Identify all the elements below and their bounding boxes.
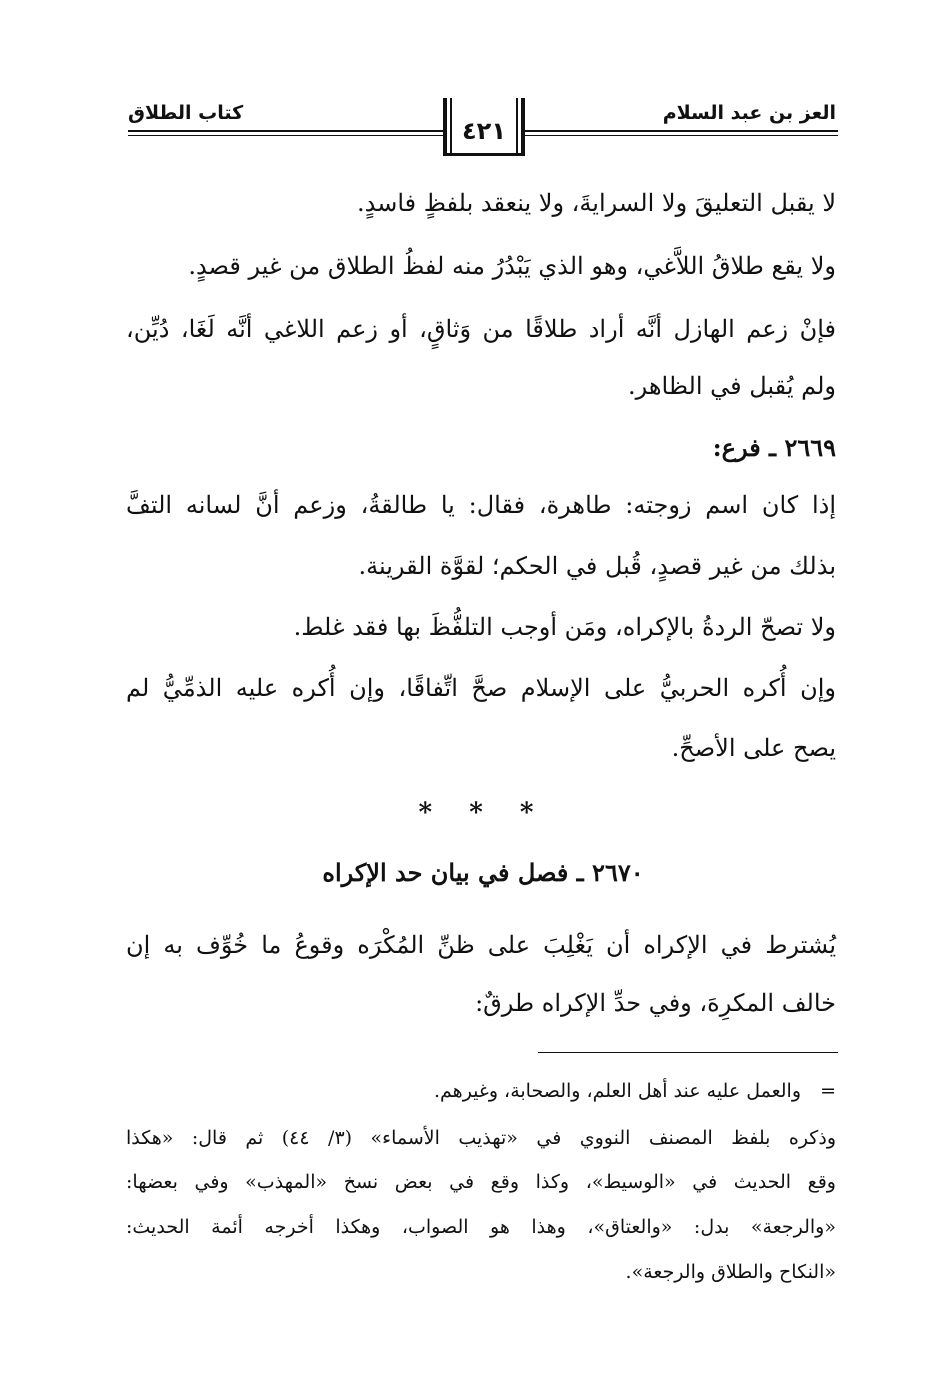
footnote-line: «النكاح والطلاق والرجعة». [625, 1261, 836, 1283]
footnote-line: وذكره بلفظ المصنف النووي في «تهذيب الأسماء» (٣/ ٤٤) ثم قال: «هكذا [126, 1127, 836, 1149]
page-number: ٤٢١ [462, 117, 506, 145]
section-heading: ٢٦٧٠ ـ فصل في بيان حد الإكراه [322, 858, 644, 887]
footnote-line: وقع الحديث في «الوسيط»، وكذا وقع في بعض نسخ «المهذب» وفي بعضها: [126, 1171, 836, 1193]
body-line: إذا كان اسم زوجته: طاهرة، فقال: يا طالقةُ، وزعم أنَّ لسانه التفَّ [126, 491, 837, 519]
body-line: فإنْ زعم الهازل أنَّه أراد طلاقًا من وَثاقٍ، أو زعم اللاغي أنَّه لَغَا، دُيِّن، [126, 315, 836, 343]
page-number-frame [443, 98, 525, 156]
body-line: وإن أُكره الحربيُّ على الإسلام صحَّ اتِّفاقًا، وإن أُكره عليه الذمِّيُّ لم [126, 674, 836, 702]
footnote-line: «والرجعة» بدل: «والعتاق»، وهذا هو الصواب، وهكذا أخرجه أئمة الحديث: [126, 1216, 836, 1238]
body-line: يصح على الأصحِّ. [671, 734, 836, 762]
running-header-book-title: كتاب الطلاق [128, 102, 244, 124]
body-line: خالف المكرِهَ، وفي حدِّ الإكراه طرقٌ: [475, 989, 836, 1017]
footnote-rule [538, 1052, 838, 1053]
body-line: ولم يُقبل في الظاهر. [628, 372, 836, 400]
body-line: يُشترط في الإكراه أن يَغْلِبَ على ظنِّ المُكْرَه وقوعُ ما خُوِّف به إن [126, 931, 836, 959]
running-header-author: العز بن عبد السلام [662, 102, 836, 124]
subsection-heading: ٢٦٦٩ ـ فرع: [712, 433, 836, 462]
body-line: لا يقبل التعليقَ ولا السرايةَ، ولا ينعقد بلفظٍ فاسدٍ. [356, 189, 836, 217]
body-line: ولا تصحّ الردةُ بالإكراه، ومَن أوجب التلفُّظَ بها فقد غلط. [293, 613, 836, 641]
footnote-line: والعمل عليه عند أهل العلم، والصحابة، وغيرهم. [433, 1080, 801, 1102]
body-line: ولا يقع طلاقُ اللاَّغي، وهو الذي يَبْدُرُ منه لفظُ الطلاق من غير قصدٍ. [188, 252, 836, 280]
footnote-continuation-mark: = [820, 1080, 836, 1102]
body-line: بذلك من غير قصدٍ، قُبل في الحكم؛ لقوَّة القرينة. [358, 552, 836, 580]
section-separator: * * * [418, 798, 548, 828]
